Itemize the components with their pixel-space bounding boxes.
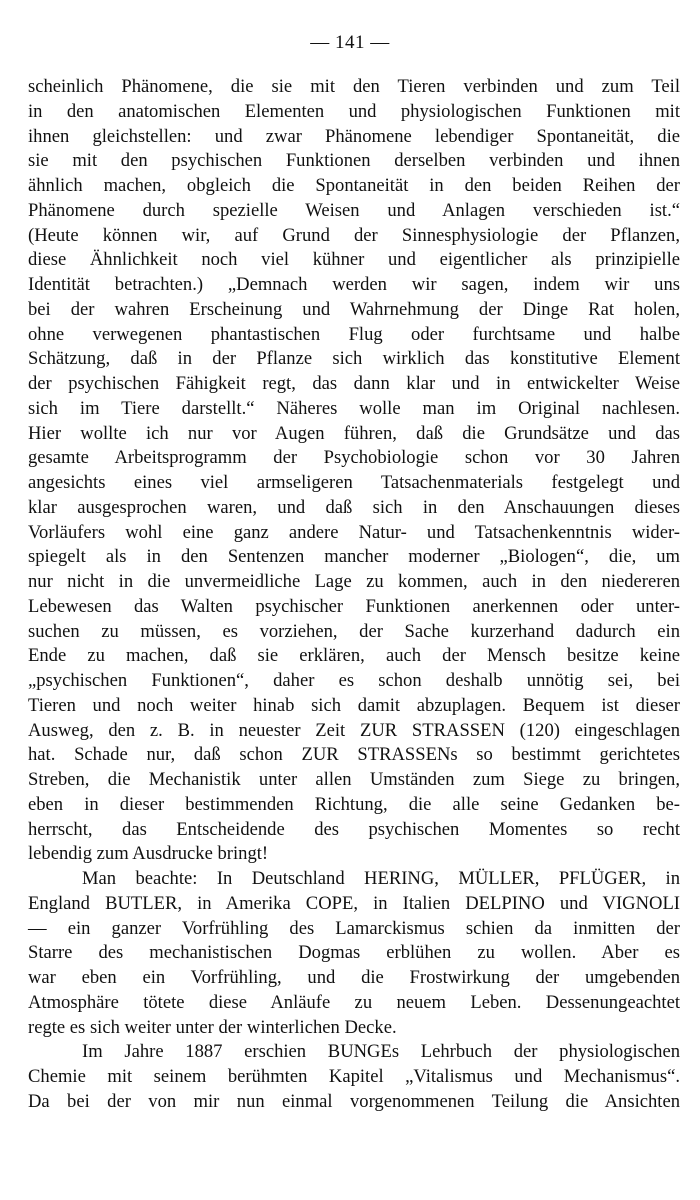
text-line: Atmosphäre tötete diese Anläufe zu neuem Leben. Dessenungeachtet bbox=[28, 991, 680, 1013]
text-line: Im Jahre 1887 erschien BUNGEs Lehrbuch der physiologischen bbox=[82, 1041, 680, 1063]
text-line: klar ausgesprochen waren, und daß sich in den Anschauungen dieses bbox=[28, 496, 680, 518]
text-line: ohne verwegenen phantastischen Flug oder furchtsame und halbe bbox=[28, 323, 680, 345]
text-line: regte es sich weiter unter der winterlichen Decke. bbox=[28, 1016, 397, 1038]
text-line: Streben, die Mechanistik unter allen Umständen zum Siege zu bringen, bbox=[28, 769, 680, 790]
text-line: scheinlich Phänomene, die sie mit den Tieren verbinden und zum Teil bbox=[28, 76, 680, 97]
text-line: gesamte Arbeitsprogramm der Psychobiologie schon vor 30 Jahren bbox=[28, 447, 680, 469]
text-line: Ende zu machen, daß sie erklären, auch der Mensch besitze keine bbox=[28, 645, 680, 667]
text-line: Identität betrachten.) „Demnach werden wir sagen, indem wir uns bbox=[28, 274, 680, 295]
text-line: Lebewesen das Walten psychischer Funktionen anerkennen oder unter- bbox=[28, 595, 680, 617]
text-line: nur nicht in die unvermeidliche Lage zu kommen, auch in den niedereren bbox=[28, 571, 680, 592]
text-line: angesichts eines viel armseligeren Tatsachenmaterials festgelegt und bbox=[28, 472, 680, 493]
text-line: eben in dieser bestimmenden Richtung, die alle seine Gedanken be- bbox=[28, 793, 680, 815]
text-line: war eben ein Vorfrühling, und die Frostwirkung der umgebenden bbox=[28, 967, 680, 988]
text-line: lebendig zum Ausdrucke bringt! bbox=[28, 843, 269, 865]
text-line: ihnen gleichstellen: und zwar Phänomene lebendiger Spontaneität, die bbox=[28, 125, 680, 147]
text-line: „psychischen Funktionen“, daher es schon deshalb unnötig sei, bei bbox=[28, 670, 680, 691]
text-line: Man beachte: In Deutschland HERING, MÜLLER, PFLÜGER, in bbox=[82, 868, 680, 889]
text-line: Tieren und noch weiter hinab sich damit abzuplagen. Bequem ist dieser bbox=[28, 694, 680, 716]
text-line: England BUTLER, in Amerika COPE, in Italien DELPINO und VIGNOLI bbox=[28, 892, 680, 914]
text-line: Hier wollte ich nur vor Augen führen, daß die Grundsätze und das bbox=[28, 422, 680, 444]
text-line: Vorläufers wohl eine ganz andere Natur- und Tatsachenkenntnis wider- bbox=[28, 521, 680, 543]
text-line: Ausweg, den z. B. in neuester Zeit ZUR STRASSEN (120) eingeschlagen bbox=[28, 719, 680, 741]
text-line: (Heute können wir, auf Grund der Sinnesphysiologie der Pflanzen, bbox=[28, 224, 680, 246]
text-line: in den anatomischen Elementen und physiologischen Funktionen mit bbox=[28, 100, 680, 122]
text-line: Phänomene durch spezielle Weisen und Anlagen verschieden ist.“ bbox=[28, 199, 680, 221]
text-line: spiegelt als in den Sentenzen mancher moderner „Biologen“, die, um bbox=[28, 546, 680, 568]
text-line: — ein ganzer Vorfrühling des Lamarckismus schien da inmitten der bbox=[28, 917, 680, 939]
page-number: — 141 — bbox=[310, 32, 390, 53]
body-text bbox=[28, 75, 680, 1115]
text-line: hat. Schade nur, daß schon ZUR STRASSENs so bestimmt gerichtetes bbox=[28, 744, 680, 766]
text-line: Schätzung, daß in der Pflanze sich wirklich das konstitutive Element bbox=[28, 348, 680, 370]
text-line: sich im Tiere darstellt.“ Näheres wolle man im Original nachlesen. bbox=[28, 397, 680, 419]
text-line: Da bei der von mir nun einmal vorgenommenen Teilung die Ansichten bbox=[28, 1090, 680, 1112]
text-line: Chemie mit seinem berühmten Kapitel „Vitalismus und Mechanismus“. bbox=[28, 1066, 680, 1087]
text-line: bei der wahren Erscheinung und Wahrnehmung der Dinge Rat holen, bbox=[28, 298, 680, 320]
text-line: der psychischen Fähigkeit regt, das dann klar und in entwickelter Weise bbox=[28, 373, 680, 394]
text-line: suchen zu müssen, es vorziehen, der Sache kurzerhand dadurch ein bbox=[28, 620, 680, 642]
text-line: herrscht, das Entscheidende des psychischen Momentes so recht bbox=[28, 818, 680, 840]
text-line: diese Ähnlichkeit noch viel kühner und eigentlicher als prinzipielle bbox=[28, 249, 680, 271]
text-line: sie mit den psychischen Funktionen derselben verbinden und ihnen bbox=[28, 150, 680, 172]
text-line: Starre des mechanistischen Dogmas erblühen zu wollen. Aber es bbox=[28, 942, 680, 964]
text-line: ähnlich machen, obgleich die Spontaneität in den beiden Reihen der bbox=[28, 175, 680, 196]
